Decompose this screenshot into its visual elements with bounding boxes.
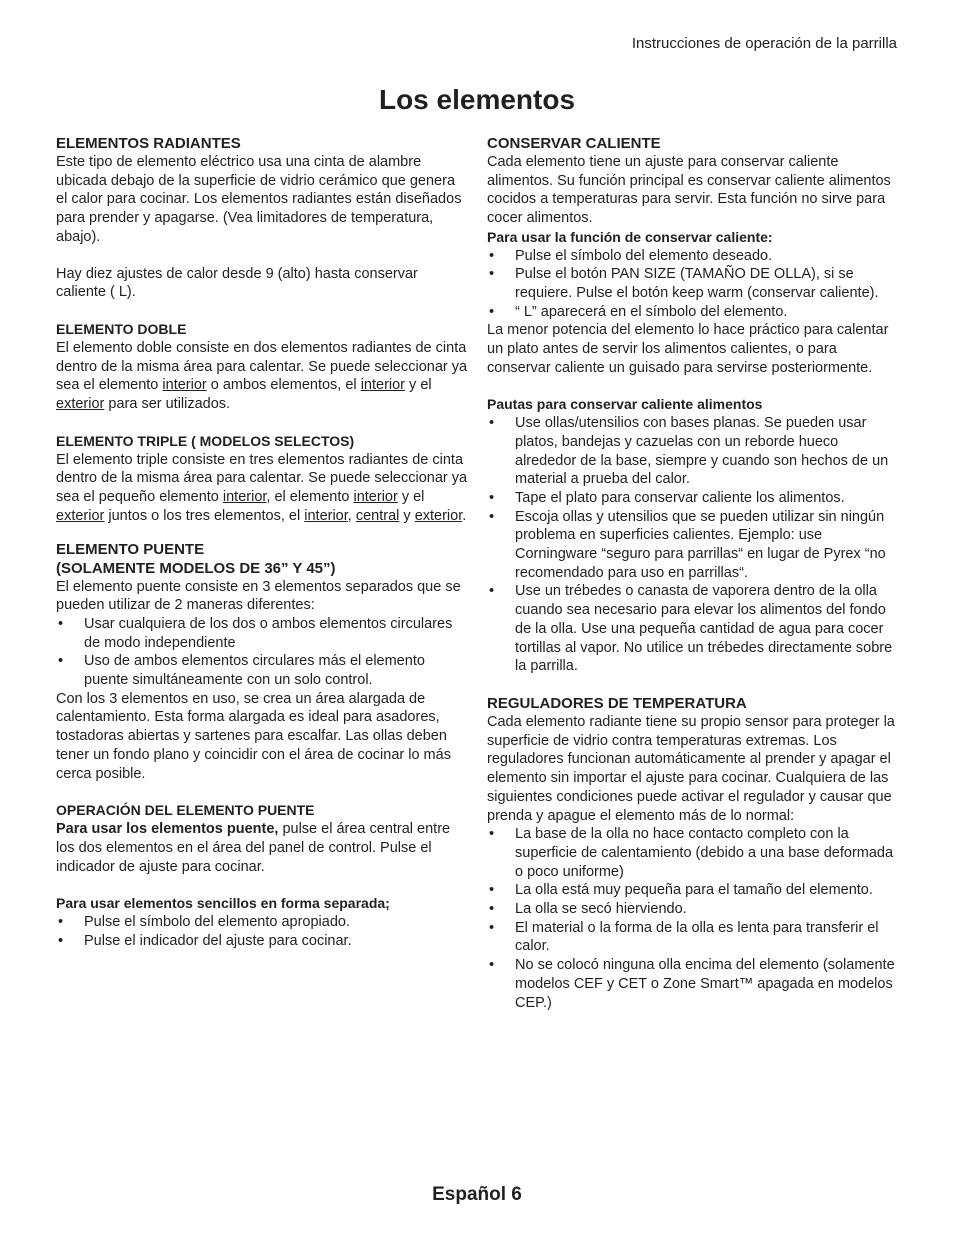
heading-elementos-radiantes: ELEMENTOS RADIANTES — [56, 135, 241, 152]
underlined-term: exterior — [56, 396, 105, 413]
list-item: • Pulse el indicador del ajuste para cocinar. — [56, 932, 470, 951]
pautas-bullet-list — [487, 414, 899, 676]
conservar-bullet-list — [487, 247, 899, 322]
underlined-term: interior — [353, 489, 398, 506]
list-item: • Pulse el símbolo del elemento deseado. — [487, 247, 899, 266]
list-item: • Escoja ollas y utensilios que se pueden utilizar sin ningún problema en superficies calientes. Ejemplo: use Corningware “seguro para parrillas“ en lugar de Pyrex “no recomendado para uso en parrillas“. — [487, 508, 899, 583]
underlined-term: central — [355, 507, 400, 524]
list-item: • No se colocó ninguna olla encima del elemento (solamente modelos CEF y CET o Zone Smart™ apagada en modelos CEP.) — [487, 956, 899, 1012]
list-item: • Pulse el símbolo del elemento apropiado. — [56, 913, 470, 932]
paragraph-conservar-outro: La menor potencia del elemento lo hace práctico para calentar un plato antes de servir los alimentos calientes, o para conservar caliente un guisado para servirse posteriormente. — [487, 322, 889, 376]
underlined-term: interior — [304, 507, 348, 524]
list-item: • Use un trébedes o canasta de vaporera dentro de la olla cuando sea necesario para elevar los alimentos del fondo de la olla. Use una pequeña cantidad de agua para cocer tortillas al vapor. No utilice un trébedes directamente sobre la parrilla. — [487, 582, 899, 676]
list-item: • Tape el plato para conservar caliente los alimentos. — [487, 489, 899, 508]
heading-elementos-sencillos: Para usar elementos sencillos en forma separada; — [56, 895, 390, 912]
reguladores-bullet-list — [487, 825, 899, 1012]
paragraph-elemento-triple: El elemento triple consiste en tres elementos radiantes de cinta dentro de la misma área para calentar. Se puede seleccionar ya sea el pequeño elemento interior, el elemento interior y el exterior juntos o los tres elementos, el interior, central y exterior. — [56, 451, 468, 524]
heading-conservar-usage: Para usar la función de conservar caliente: — [487, 228, 773, 245]
paragraph-heat-settings: Hay diez ajustes de calor desde 9 (alto) hasta conservar caliente ( L). — [56, 265, 418, 301]
page-number: Español 6 — [432, 1184, 522, 1205]
heading-pautas: Pautas para conservar caliente alimentos — [487, 396, 763, 413]
paragraph-conservar-description: Cada elemento tiene un ajuste para conservar caliente alimentos. Su función principal es conservar caliente alimentos cocidos a temperaturas para servir. Esta función no sirve para cocer alimentos. — [487, 154, 891, 227]
left-column — [56, 134, 470, 951]
list-item: • Usar cualquiera de los dos o ambos elementos circulares de modo independiente — [56, 615, 470, 652]
running-header: Instrucciones de operación de la parrilla — [631, 35, 897, 52]
sencillos-bullet-list — [56, 913, 470, 950]
heading-reguladores: REGULADORES DE TEMPERATURA — [487, 694, 747, 712]
underlined-term: exterior — [414, 507, 463, 524]
heading-operacion-puente: OPERACIÓN DEL ELEMENTO PUENTE — [56, 802, 315, 819]
list-item: • Uso de ambos elementos circulares más el elemento puente simultáneamente con un solo control. — [56, 652, 470, 689]
paragraph-operacion-puente: Para usar los elementos puente, pulse el área central entre los dos elementos en el área del panel de control. Pulse el indicador de ajuste para cocinar. — [56, 821, 451, 875]
right-column — [487, 134, 899, 1012]
underlined-term: interior — [360, 377, 406, 394]
paragraph-elemento-doble: El elemento doble consiste en dos elementos radiantes de cinta dentro de la misma área para calentar. Se puede seleccionar ya sea el elemento interior o ambos elementos, el interior y el exterior para ser utilizados. — [56, 339, 468, 413]
heading-elemento-puente-models: (SOLAMENTE MODELOS DE 36” Y 45”) — [56, 559, 336, 577]
heading-conservar-caliente: CONSERVAR CALIENTE — [487, 135, 661, 152]
list-item: • La base de la olla no hace contacto completo con la superficie de calentamiento (debido a una base deformada o poco uniforme) — [487, 825, 899, 881]
heading-elemento-triple: ELEMENTO TRIPLE ( MODELOS SELECTOS) — [56, 432, 355, 449]
underlined-term: exterior — [56, 507, 105, 524]
heading-elemento-doble: ELEMENTO DOBLE — [56, 320, 187, 337]
list-item: • La olla se secó hierviendo. — [487, 900, 899, 919]
paragraph-puente-intro: El elemento puente consiste en 3 elementos separados que se pueden utilizar de 2 maneras diferentes: — [56, 578, 461, 614]
list-item: • “ L” aparecerá en el símbolo del elemento. — [487, 303, 899, 322]
list-item: • Pulse el botón PAN SIZE (TAMAÑO DE OLLA), si se requiere. Pulse el botón keep warm (conservar caliente). — [487, 265, 899, 302]
paragraph-puente-outro: Con los 3 elementos en uso, se crea un área alargada de calentamiento. Esta forma alargada es ideal para asadores, tostadoras abiertas y sartenes para escalfar. Las ollas deben tener un fondo plano y coincidir con el área de cocinar lo más cerca posible. — [56, 690, 451, 782]
underlined-term: interior — [162, 377, 207, 394]
underlined-term: interior — [222, 489, 267, 506]
puente-bullet-list — [56, 615, 470, 690]
paragraph-reguladores: Cada elemento radiante tiene su propio sensor para proteger la superficie de vidrio contra temperaturas extremas. Los reguladores funcionan automáticamente al prender y apagar el elemento sin importar el ajuste para cocinar. Cualquiera de las siguientes condiciones puede activar el regulador y causar que prenda y apague el elemento más de lo normal: — [487, 713, 895, 824]
list-item: • El material o la forma de la olla es lenta para transferir el calor. — [487, 919, 899, 956]
list-item: • Use ollas/utensilios con bases planas. Se pueden usar platos, bandejas y cazuelas con un reborde hueco alrededor de la base, siempre y cuando son hechos de un material a prueba del calor. — [487, 414, 899, 489]
paragraph-radiantes-description: Este tipo de elemento eléctrico usa una cinta de alambre ubicada debajo de la superficie de vidrio cerámico que genera el calor para cocinar. Los elementos radiantes están diseñados para prender y apagarse. (Vea limitadores de temperatura, abajo). — [56, 154, 462, 245]
heading-elemento-puente: ELEMENTO PUENTE — [56, 540, 205, 558]
page-title: Los elementos — [378, 84, 576, 115]
list-item: • La olla está muy pequeña para el tamaño del elemento. — [487, 881, 899, 900]
